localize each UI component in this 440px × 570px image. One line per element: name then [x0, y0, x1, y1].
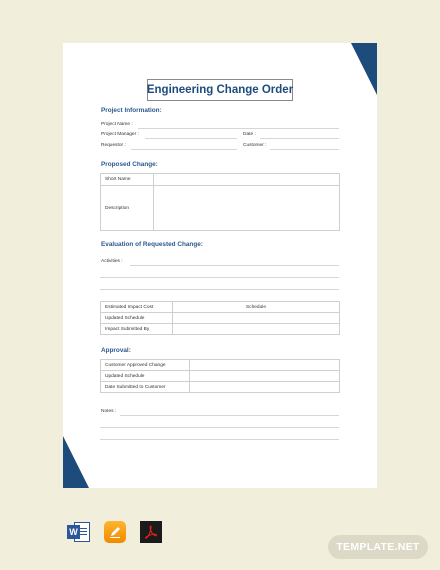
document-page [63, 43, 377, 488]
customer-approved-change-field[interactable] [190, 360, 340, 371]
activities-label: Activities : [101, 259, 123, 264]
format-icons [67, 520, 163, 544]
approval-heading: Approval: [101, 347, 131, 354]
project-manager-label: Project Manager : [101, 132, 139, 137]
requestor-line [131, 149, 237, 150]
notes-label: Notes : [101, 409, 117, 414]
word-icon[interactable] [67, 520, 91, 544]
evaluation-heading: Evaluation of Requested Change: [101, 241, 203, 248]
document-title-box [147, 79, 293, 101]
updated-schedule-label: Updated Schedule [101, 313, 173, 324]
pages-icon[interactable] [103, 520, 127, 544]
project-name-line [138, 128, 339, 129]
description-field[interactable] [154, 186, 340, 231]
customer-line [270, 149, 339, 150]
activities-line-2 [100, 277, 339, 278]
date-submitted-label: Date Submitted to Customer [101, 382, 190, 393]
impact-submitted-by-label: Impact Submitted By [101, 324, 173, 335]
short-name-field[interactable] [154, 174, 340, 186]
customer-label: Customer : [243, 143, 267, 148]
approval-table [100, 359, 340, 393]
estimated-impact-cost-label: Estimated Impact Cost [101, 302, 173, 313]
proposed-change-heading: Proposed Change: [101, 161, 158, 168]
notes-line-1 [120, 415, 339, 416]
schedule-label: Schedule [173, 302, 340, 313]
notes-line-3 [100, 439, 339, 440]
approval-updated-schedule-field[interactable] [190, 371, 340, 382]
project-name-label: Project Name : [101, 122, 133, 127]
template-net-logo[interactable] [328, 535, 428, 559]
project-manager-line [145, 138, 237, 139]
description-label: Description [101, 186, 154, 231]
impact-submitted-by-field[interactable] [173, 324, 340, 335]
corner-decoration-top-right [351, 43, 377, 95]
word-icon-letter: W [67, 525, 80, 539]
pdf-icon[interactable] [139, 520, 163, 544]
updated-schedule-field[interactable] [173, 313, 340, 324]
brand-label: TEMPLATE.NET [336, 541, 420, 553]
date-label: Date : [243, 132, 256, 137]
date-line [260, 138, 339, 139]
evaluation-table [100, 301, 340, 335]
notes-line-2 [100, 427, 339, 428]
approval-updated-schedule-label: Updated Schedule [101, 371, 190, 382]
project-information-heading: Project Information: [101, 107, 162, 114]
short-name-label: Short Name [101, 174, 154, 186]
proposed-change-table [100, 173, 340, 231]
activities-line-3 [100, 289, 339, 290]
customer-approved-change-label: Customer Approved Change [101, 360, 190, 371]
date-submitted-field[interactable] [190, 382, 340, 393]
activities-line-1 [130, 265, 339, 266]
document-title: Engineering Change Order [146, 84, 294, 96]
corner-decoration-bottom-left [63, 436, 89, 488]
requestor-label: Requestor : [101, 143, 126, 148]
